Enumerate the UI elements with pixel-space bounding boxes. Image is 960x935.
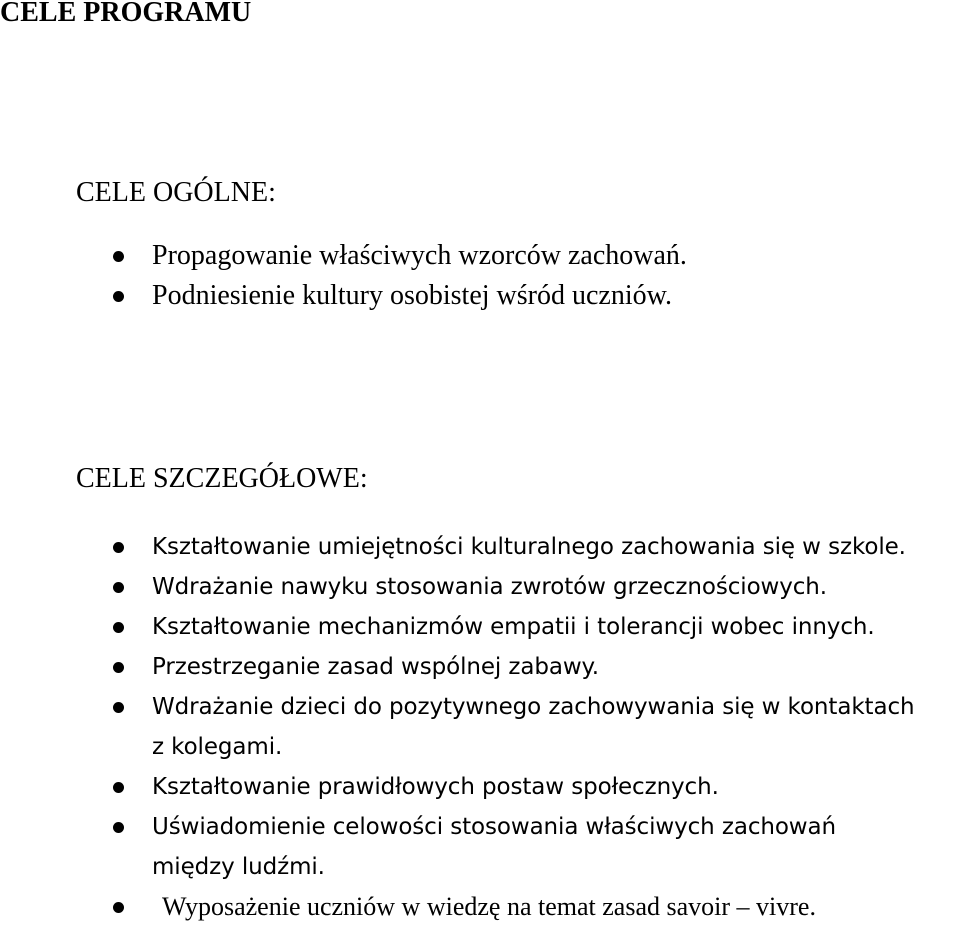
bullet-icon (113, 582, 124, 593)
list-item (0, 767, 960, 807)
list-item-text: Kształtowanie mechanizmów empatii i tolerancji wobec innych. (152, 614, 875, 640)
bullet-icon (113, 542, 124, 553)
list-item (0, 276, 960, 316)
list-item-text: między ludźmi. (152, 854, 325, 880)
general-goals-list (0, 236, 960, 316)
list-item (0, 567, 960, 607)
list-item-text: z kolegami. (152, 734, 283, 760)
list-item-text: Wyposażenie uczniów w wiedzę na temat zasad savoir – vivre. (162, 892, 816, 921)
list-item (0, 687, 960, 727)
bullet-icon (113, 251, 124, 262)
list-item-text: Wdrażanie dzieci do pozytywnego zachowywania się w kontaktach (152, 694, 915, 720)
list-item-text: Przestrzeganie zasad wspólnej zabawy. (152, 654, 600, 680)
general-goals-heading: CELE OGÓLNE: (76, 177, 276, 208)
bullet-icon (113, 902, 124, 913)
bullet-icon (113, 822, 124, 833)
list-item (0, 647, 960, 687)
list-item (0, 807, 960, 847)
bullet-icon (113, 702, 124, 713)
list-item (0, 527, 960, 567)
list-item (0, 607, 960, 647)
list-item-continuation (0, 847, 960, 887)
bullet-icon (113, 662, 124, 673)
specific-goals-list (0, 527, 960, 927)
bullet-icon (113, 622, 124, 633)
list-item-text: Propagowanie właściwych wzorców zachowań. (152, 240, 687, 271)
list-item-text: Uświadomienie celowości stosowania właściwych zachowań (152, 814, 836, 840)
specific-goals-heading: CELE SZCZEGÓŁOWE: (76, 463, 368, 494)
document-title: CELE PROGRAMU (0, 0, 252, 28)
bullet-icon (113, 291, 124, 302)
bullet-icon (113, 782, 124, 793)
list-item (0, 887, 960, 927)
list-item-text: Kształtowanie prawidłowych postaw społecznych. (152, 774, 719, 800)
list-item-continuation (0, 727, 960, 767)
list-item-text: Kształtowanie umiejętności kulturalnego zachowania się w szkole. (152, 534, 906, 560)
list-item (0, 236, 960, 276)
list-item-text: Wdrażanie nawyku stosowania zwrotów grzecznościowych. (152, 574, 827, 600)
list-item-text: Podniesienie kultury osobistej wśród uczniów. (152, 280, 673, 311)
